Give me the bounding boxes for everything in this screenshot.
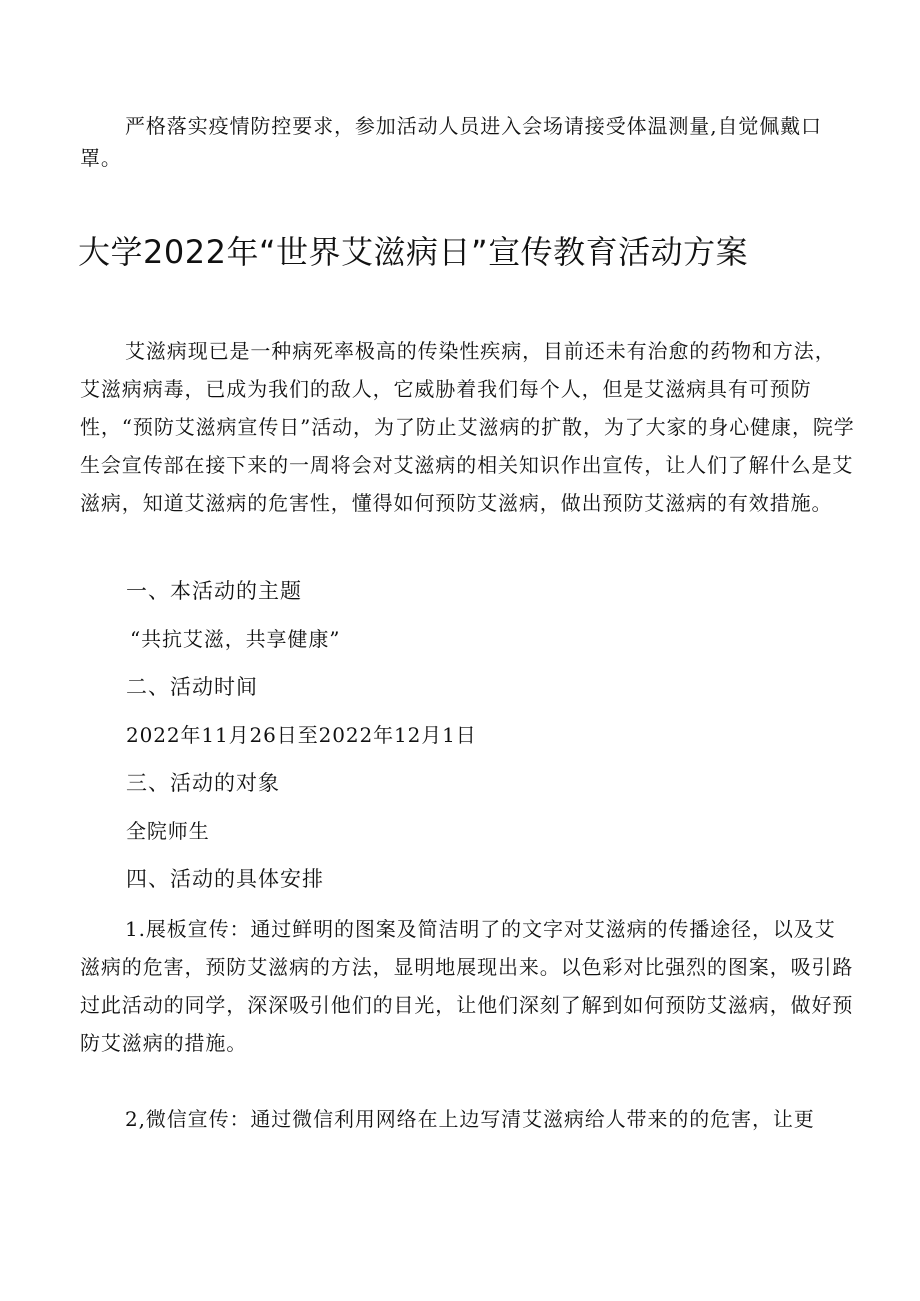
arrangement-item-2: 2,微信宣传：通过微信利用网络在上边写清艾滋病给人带来的的危害，让更 (125, 1107, 815, 1131)
document-title: 大学2022年“世界艾滋病日”宣传教育活动方案 (78, 233, 749, 271)
section-heading-time: 二、活动时间 (126, 675, 258, 699)
section-body-audience: 全院师生 (126, 819, 210, 843)
section-heading-audience: 三、活动的对象 (126, 771, 280, 795)
arrangement-item-1: 1.展板宣传：通过鲜明的图案及简洁明了的文字对艾滋病的传播途径，以及艾滋病的危害，预防艾滋病的方法，显明地展现出来。以色彩对比强烈的图案，吸引路过此活动的同学，深深吸引他们的目光，让他们深刻了解到如何预防艾滋病，做好预防艾滋病的措施。 (80, 917, 854, 1055)
intro-notice-paragraph: 严格落实疫情防控要求，参加活动人员进入会场请接受体温测量,自觉佩戴口罩。 (80, 114, 822, 170)
preface-paragraph: 艾滋病现已是一种病死率极高的传染性疾病，目前还未有治愈的药物和方法，艾滋病病毒，已成为我们的敌人，它威胁着我们每个人，但是艾滋病具有可预防性，“预防艾滋病宣传日”活动，为了防止艾滋病的扩散，为了大家的身心健康，院学生会宣传部在接下来的一周将会对艾滋病的相关知识作出宣传，让人们了解什么是艾滋病，知道艾滋病的危害性，懂得如何预防艾滋病，做出预防艾滋病的有效措施。 (80, 339, 855, 515)
section-body-time: 2022年11月26日至2022年12月1日 (126, 723, 477, 747)
section-body-theme: “共抗艾滋，共享健康” (130, 627, 341, 651)
section-heading-theme: 一、本活动的主题 (126, 579, 302, 603)
section-heading-arrangement: 四、活动的具体安排 (126, 867, 324, 891)
